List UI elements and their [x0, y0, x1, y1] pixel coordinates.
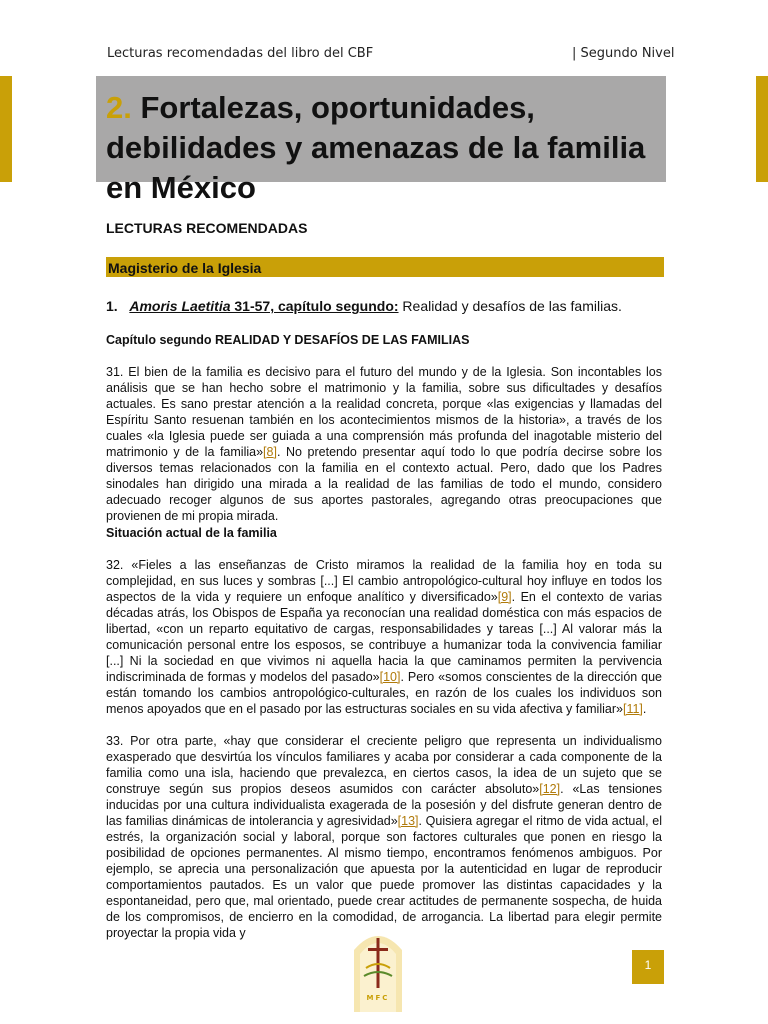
paragraph-text: 32. «Fieles a las enseñanzas de Cristo miramos la realidad de la familia hoy en toda su complejidad, en sus luces y sombras [...] El cambio antropológico-cultural hoy influye en todos los aspectos de la vida y requiere un enfoque analítico y diversificado»	[106, 558, 662, 604]
paragraph-text: .	[642, 702, 647, 716]
section-heading: LECTURAS RECOMENDADAS	[106, 220, 308, 236]
paragraph-33	[106, 733, 662, 941]
left-accent-bar	[0, 76, 12, 182]
footnote-link[interactable]: [13]	[397, 814, 419, 828]
running-header-title: Lecturas recomendadas del libro del CBF	[107, 46, 374, 61]
chapter-title-text: Fortalezas, oportunidades, debilidades y amenazas de la familia en México	[106, 90, 646, 205]
item-reference: 31-57, capítulo segundo:	[230, 298, 399, 314]
subheading: Situación actual de la familia	[106, 526, 277, 540]
logo-letters: MFC	[366, 994, 390, 1002]
item-number: 1.	[106, 298, 118, 314]
paragraph-31	[106, 364, 662, 524]
footnote-link[interactable]: [8]	[263, 445, 277, 459]
running-header-level: | Segundo Nivel	[572, 46, 675, 61]
paragraph-text: . En el contexto de varias décadas atrás, los Obispos de España ya reconocían una realidad doméstica con más espacios de libertad, «con un reparto equitativo de cargas, responsabilidades y tareas [...] Al valorar más la comunicación personal entre los esposos, se contribuye a humanizar toda la convivencia familiar [...] Ni la sociedad en que vivimos ni aquella hacia la que caminamos permiten la pervivencia indiscriminada de formas y modelos del pasado»	[106, 590, 663, 684]
reading-item	[106, 298, 622, 314]
item-description: Realidad y desafíos de las familias.	[398, 298, 622, 314]
right-accent-bar	[756, 76, 768, 182]
paragraph-text: 31. El bien de la familia es decisivo para el futuro del mundo y de la Iglesia. Son incontables los análisis que se han hecho sobre el matrimonio y la familia, sobre sus dificultades y desafíos actuales. Es sano prestar atención a la realidad concreta, porque «las exigencias y llamadas del Espíritu Santo resuenan también en los acontecimientos mismos de la historia», a través de los cuales «la Iglesia puede ser guiada a una comprensión más profunda del inagotable misterio del matrimonio y de la familia»	[106, 365, 662, 459]
page-number: 1	[644, 958, 652, 972]
mfc-logo-icon	[352, 924, 404, 1012]
subsection-label: Magisterio de la Iglesia	[108, 260, 262, 276]
chapter-title	[106, 88, 666, 208]
footnote-link[interactable]: [12]	[539, 782, 561, 796]
footnote-link[interactable]: [9]	[497, 590, 512, 604]
paragraph-text: . No pretendo presentar aquí todo lo que podría decirse sobre los diversos temas relacionados con la familia en el contexto actual. Pero, dado que los Padres sinodales han dirigido una mirada a la realidad de las familias de todo el mundo, considero adecuado recoger algunos de sus aportes pastorales, agregando otras preocupaciones que provienen de mi propia mirada.	[106, 445, 662, 523]
paragraph-text: . «Las tensiones inducidas por una cultura individualista exagerada de la posesión y del disfrute generan dentro de las familias dinámicas de intolerancia y agresividad»	[106, 782, 662, 828]
chapter-number: 2.	[106, 90, 132, 125]
paragraph-text: 33. Por otra parte, «hay que considerar el creciente peligro que representa un individualismo exasperado que desvirtúa los vínculos familiares y acaba por considerar a cada componente de la familia como una isla, haciendo que prevalezca, en ciertos casos, la idea de un sujeto que se construye según sus propios deseos asumidos con carácter absoluto»	[106, 734, 662, 796]
item-document-title: Amoris Laetitia	[129, 298, 231, 314]
footnote-link[interactable]: [11]	[622, 702, 643, 716]
paragraph-text: . Pero «somos conscientes de la dirección que están tomando los cambios antropológico-culturales, en razón de los cuales los individuos son menos apoyados que en el pasado por las estructuras sociales en su vida afectiva y familiar»	[106, 670, 663, 716]
chapter-heading: Capítulo segundo REALIDAD Y DESAFÍOS DE LAS FAMILIAS	[106, 333, 470, 347]
paragraph-text: . Quisiera agregar el ritmo de vida actual, el estrés, la organización social y laboral, porque son factores culturales que ponen en riesgo la posibilidad de opciones permanentes. Al mismo tiempo, encontramos fenómenos ambiguos. Por ejemplo, se aprecia una personalización que apuesta por la autenticidad en lugar de reproducir comportamientos pautados. Es un valor que puede promover las distintas capacidades y la espontaneidad, pero que, mal orientado, puede crear actitudes de permanente sospecha, de huida de los compromisos, de encierro en la comodidad, de arrogancia. La libertad para elegir permite proyectar la propia vida y	[106, 814, 662, 940]
footnote-link[interactable]: [10]	[379, 670, 401, 684]
paragraph-32	[106, 557, 662, 717]
